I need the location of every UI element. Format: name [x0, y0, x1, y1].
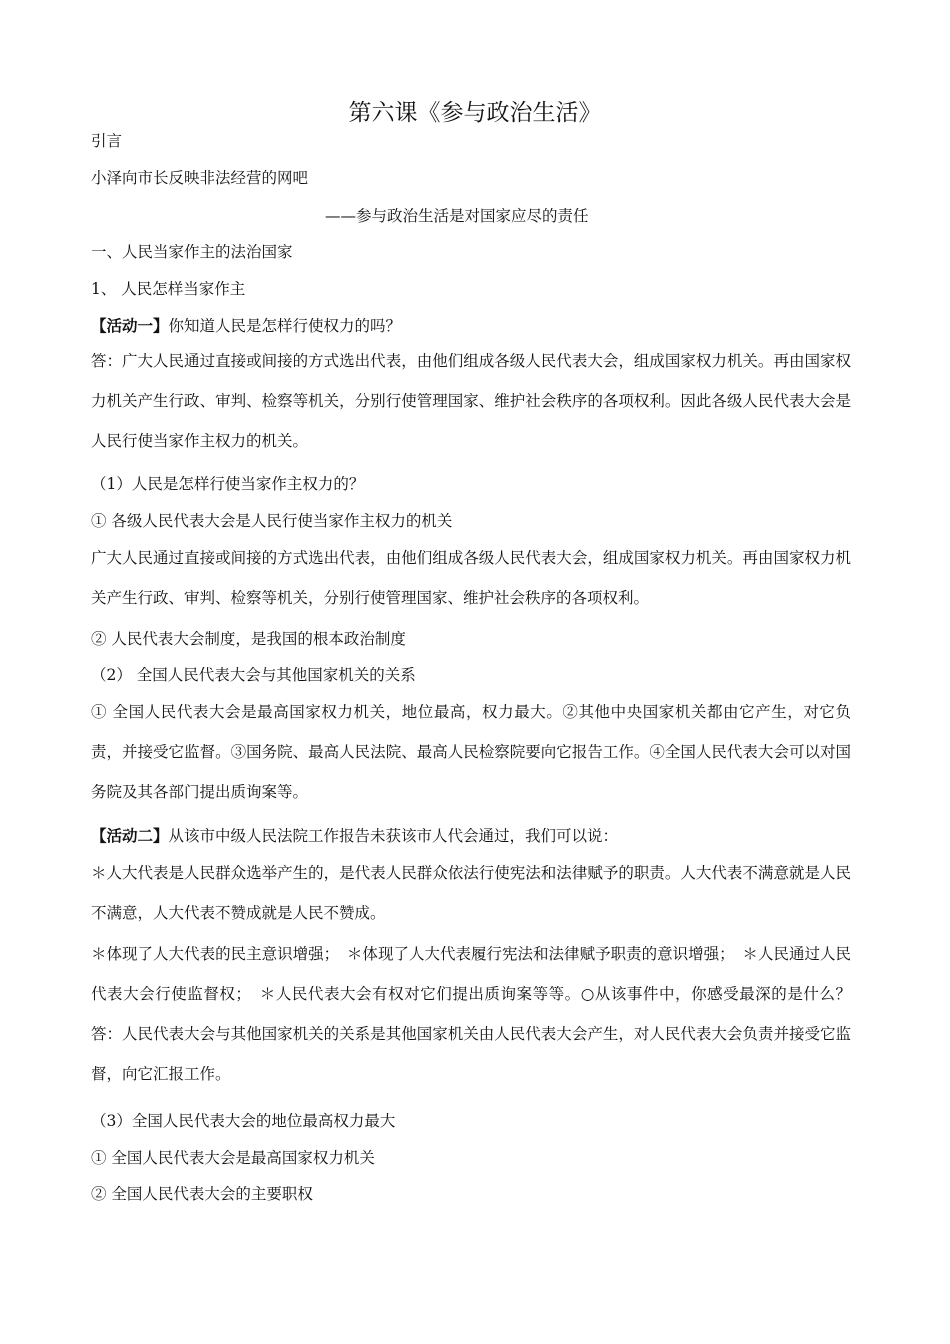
q1-point2: ② 人民代表大会制度，是我国的根本政治制度: [91, 630, 406, 648]
q1-heading: （1）人民是怎样行使当家作主权力的？: [91, 475, 365, 493]
intro-label: 引言: [91, 132, 123, 150]
q3-point1: ① 全国人民代表大会是最高国家权力机关: [91, 1149, 375, 1167]
sub1-heading: 1、 人民怎样当家作主: [91, 280, 246, 298]
intro-story: 小泽向市长反映非法经营的网吧: [91, 169, 309, 187]
activity1-answer: 答：广大人民通过直接或间接的方式选出代表，由他们组成各级人民代表大会，组成国家权力机关。再由国家权力机关产生行政、审判、检察等机关，分别行使管理国家、维护社会秩序的各项权利。因此各级人民代表大会是人民行使当家作主权力的机关。: [91, 352, 851, 450]
section1-heading: 一、人民当家作主的法治国家: [91, 243, 293, 261]
q1-point1: ① 各级人民代表大会是人民行使当家作主权力的机关: [91, 512, 453, 530]
activity2-question: 从该市中级人民法院工作报告未获该市人代会通过，我们可以说：: [168, 827, 619, 845]
activity2-tag: 【活动二】: [91, 826, 169, 845]
q2-heading: （2） 全国人民代表大会与其他国家机关的关系: [91, 666, 416, 684]
intro-subtitle: ——参与政治生活是对国家应尽的责任: [325, 207, 589, 225]
activity2-point1: ＊人大代表是人民群众选举产生的，是代表人民群众依法行使宪法和法律赋予的职责。人大代表不满意就是人民不满意，人大代表不赞成就是人民不赞成。: [91, 864, 851, 922]
q3-point2: ② 全国人民代表大会的主要职权: [91, 1185, 313, 1203]
activity1-line: [91, 316, 851, 336]
q1-point1-detail: 广大人民通过直接或间接的方式选出代表，由他们组成各级人民代表大会，组成国家权力机关。再由国家权力机关产生行政、审判、检察等机关，分别行使管理国家、维护社会秩序的各项权利。: [91, 549, 851, 607]
activity1-tag: 【活动一】: [91, 316, 169, 335]
lesson-title: 第六课《参与政治生活》: [348, 100, 602, 126]
q2-detail: ① 全国人民代表大会是最高国家权力机关，地位最高，权力最大。②其他中央国家机关都由它产生，对它负责，并接受它监督。③国务院、最高人民法院、最高人民检察院要向它报告工作。④全国人民代表大会可以对国务院及其各部门提出质询案等。: [91, 703, 851, 801]
activity2-point2: ＊体现了人大代表的民主意识增强； ＊体现了人大代表履行宪法和法律赋予职责的意识增强； ＊人民通过人民代表大会行使监督权； ＊人民代表大会有权对它们提出质询案等等。○从该事件中，你感受最深的是什么？ 答：人民代表大会与其他国家机关的关系是其他国家机关由人民代表大会产生，对人民代表大会负责并接受它监督，向它汇报工作。: [91, 945, 867, 1083]
activity1-question: 你知道人民是怎样行使权力的吗？: [168, 317, 402, 335]
activity2-line: [91, 826, 851, 846]
q3-heading: （3）全国人民代表大会的地位最高权力最大: [91, 1112, 396, 1130]
